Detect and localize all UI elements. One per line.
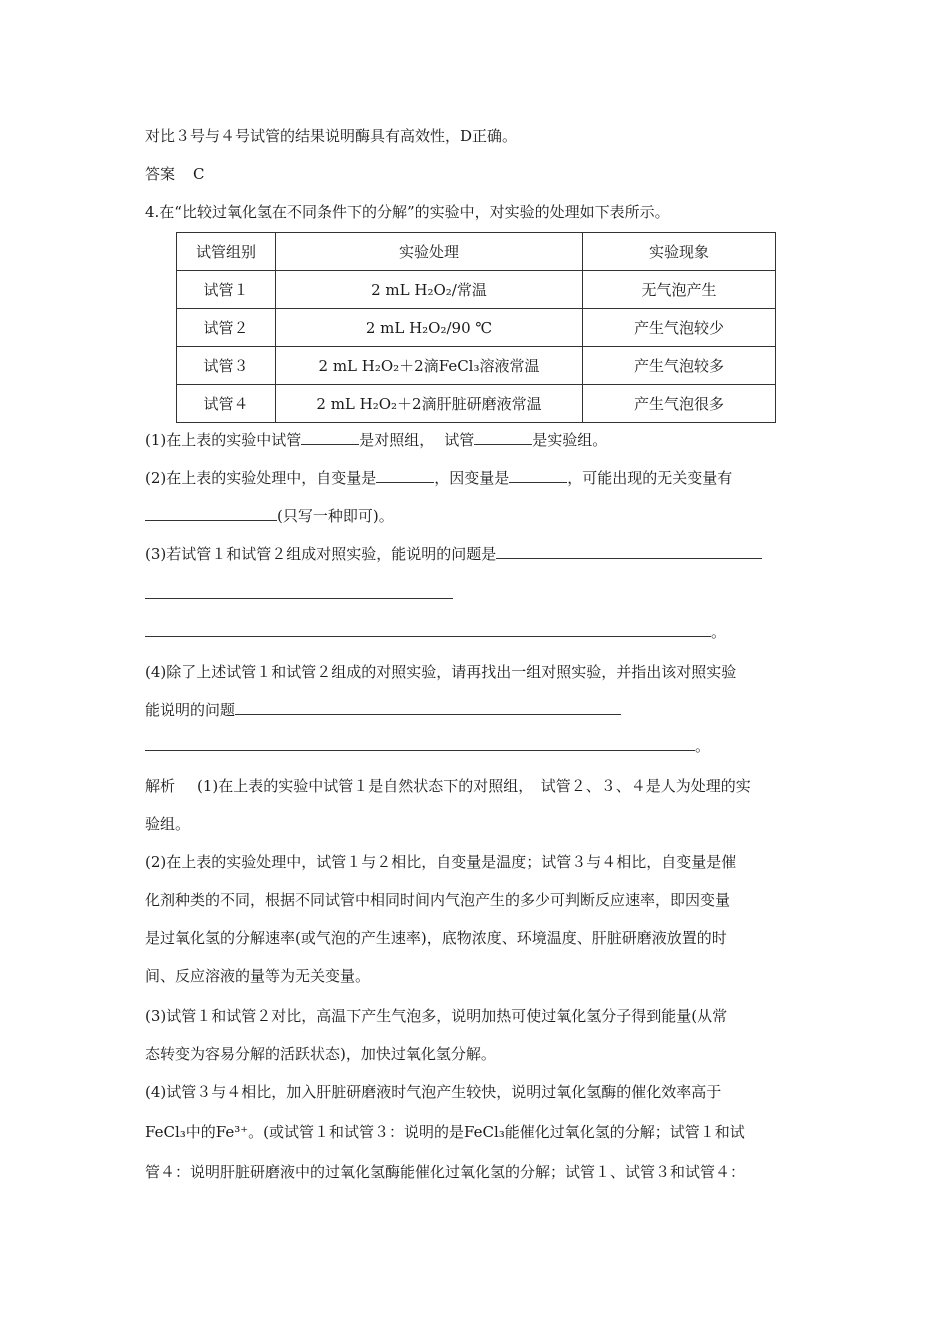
intro-line: 对比３号与４号试管的结果说明酶具有高效性，D正确。 [145, 127, 518, 145]
q1-text-d: 是实验组。 [532, 431, 608, 449]
q4-end: 。 [695, 737, 711, 755]
answer-blank[interactable] [376, 468, 434, 483]
table-cell-group: 试管４ [177, 385, 276, 423]
answer-blank[interactable] [496, 544, 762, 559]
table-cell-treatment: 2 mL H₂O₂/常温 [276, 271, 583, 309]
answer-label: 答案 [145, 165, 176, 183]
analysis-line: 验组。 [145, 815, 191, 833]
table-row [177, 347, 776, 385]
table-cell-result: 产生气泡很多 [583, 385, 776, 423]
question-2 [145, 468, 732, 488]
analysis-line: 间、反应溶液的量等为无关变量。 [145, 967, 371, 985]
question-4-line3 [145, 736, 710, 756]
question-3-line3 [145, 622, 726, 642]
table-cell-group: 试管２ [177, 309, 276, 347]
table-cell-group: 试管３ [177, 347, 276, 385]
table-cell-group: 试管１ [177, 271, 276, 309]
analysis-line: (3)试管１和试管２对比，高温下产生气泡多，说明加热可使过氧化氢分子得到能量(从常 [145, 1007, 728, 1025]
q4-text-b: 能说明的问题 [145, 701, 236, 719]
analysis-line: 管４：说明肝脏研磨液中的过氧化氢酶能催化过氧化氢的分解；试管１、试管３和试管４： [145, 1163, 746, 1181]
table-header-cell: 实验处理 [276, 233, 583, 271]
q3-end: 。 [711, 623, 727, 641]
table-header-cell: 试管组别 [177, 233, 276, 271]
analysis-line: 是过氧化氢的分解速率(或气泡的产生速率)，底物浓度、环境温度、肝脏研磨液放置的时 [145, 929, 727, 947]
table-cell-treatment: 2 mL H₂O₂＋2滴肝脏研磨液常温 [276, 385, 583, 423]
answer-blank[interactable] [145, 506, 277, 521]
table-row [177, 385, 776, 423]
q1-text-b: 是对照组， [359, 431, 435, 449]
table-cell-treatment: 2 mL H₂O₂/90 ℃ [276, 309, 583, 347]
table-cell-result: 产生气泡较多 [583, 347, 776, 385]
table-cell-result: 产生气泡较少 [583, 309, 776, 347]
analysis-label: 解析 [145, 777, 176, 795]
analysis-line: (4)试管３与４相比，加入肝脏研磨液时气泡产生较快，说明过氧化氢酶的催化效率高于 [145, 1083, 722, 1101]
answer-blank[interactable] [145, 584, 453, 599]
answer-line [145, 164, 205, 184]
analysis-line: 态转变为容易分解的活跃状态)，加快过氧化氢分解。 [145, 1045, 496, 1063]
q2-text-a: (2)在上表的实验处理中，自变量是 [145, 469, 377, 487]
answer-blank[interactable] [145, 736, 695, 751]
question-3 [145, 544, 762, 564]
q1-text-a: (1)在上表的实验中试管 [145, 431, 302, 449]
answer-blank[interactable] [301, 430, 359, 445]
question-1 [145, 430, 607, 450]
question-stem: 4.在“比较过氧化氢在不同条件下的分解”的实验中，对实验的处理如下表所示。 [145, 203, 670, 221]
q2-text-d: (只写一种即可)。 [277, 507, 394, 525]
table-row [177, 271, 776, 309]
table-header-cell: 实验现象 [583, 233, 776, 271]
answer-blank[interactable] [474, 430, 532, 445]
table-row [177, 309, 776, 347]
experiment-table [176, 232, 776, 423]
answer-blank[interactable] [145, 622, 711, 637]
analysis-line: FeCl₃中的Fe³⁺。(或试管１和试管３：说明的是FeCl₃能催化过氧化氢的分解；试管１和试 [145, 1123, 745, 1141]
q1-text-c: 试管 [444, 431, 475, 449]
analysis-text: (1)在上表的实验中试管１是自然状态下的对照组， 试管２、３、４是人为处理的实 [197, 777, 751, 795]
analysis-line [145, 776, 751, 796]
q2-text-b: ，因变量是 [434, 469, 510, 487]
question-3-line2 [145, 584, 453, 604]
question-2-cont [145, 506, 394, 526]
analysis-line: (2)在上表的实验处理中，试管１与２相比，自变量是温度；试管３与４相比，自变量是催 [145, 853, 737, 871]
answer-blank[interactable] [509, 468, 567, 483]
answer-blank[interactable] [235, 700, 621, 715]
table-cell-result: 无气泡产生 [583, 271, 776, 309]
question-4: (4)除了上述试管１和试管２组成的对照实验，请再找出一组对照实验，并指出该对照实验 [145, 663, 737, 681]
q3-text-a: (3)若试管１和试管２组成对照实验，能说明的问题是 [145, 545, 497, 563]
table-cell-treatment: 2 mL H₂O₂＋2滴FeCl₃溶液常温 [276, 347, 583, 385]
q2-text-c: ，可能出现的无关变量有 [567, 469, 733, 487]
question-4-line2 [145, 700, 621, 720]
analysis-line: 化剂种类的不同，根据不同试管中相同时间内气泡产生的多少可判断反应速率，即因变量 [145, 891, 731, 909]
table-header-row [177, 233, 776, 271]
answer-value: C [193, 165, 205, 183]
